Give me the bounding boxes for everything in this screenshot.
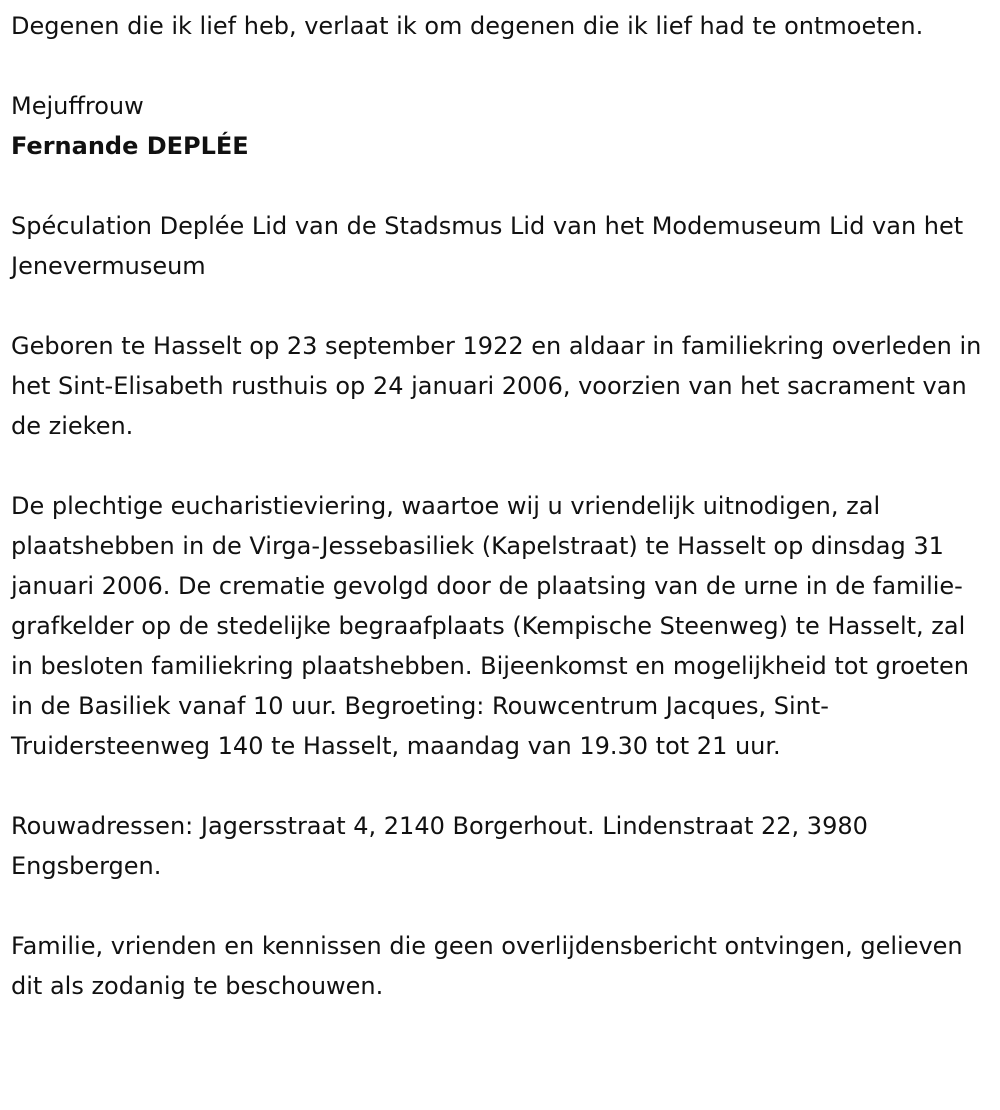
- birth-death-text: Geboren te Hasselt op 23 september 1922 en aldaar in familiekring overleden in het Sint-Elisabeth rusthuis op 24 januari 2006, voorzien van het sacrament van de zieken.: [11, 332, 982, 440]
- closing-text: Familie, vrienden en kennissen die geen overlijdensbericht ontvingen, gelieven dit als zodanig te beschouwen.: [11, 932, 963, 1000]
- deceased-name: Fernande DEPLÉE: [11, 132, 249, 160]
- honorific-title: Mejuffrouw: [11, 92, 144, 120]
- affiliations-text: Spéculation Deplée Lid van de Stadsmus Lid van het Modemuseum Lid van het Jenevermuseum: [11, 212, 964, 280]
- ceremony-text: De plechtige eucharistieviering, waartoe wij u vriendelijk uitnodigen, zal plaatshebben in de Virga-Jessebasiliek (Kapelstraat) te Hasselt op dinsdag 31 januari 2006. De crematie gevolgd door de plaatsing van de urne in de familie-grafkelder op de stedelijke begraafplaats (Kempische Steenweg) te Hasselt, zal in besloten familiekring plaatshebben. Bijeenkomst en mogelijkheid tot groeten in de Basiliek vanaf 10 uur. Begroeting: Rouwcentrum Jacques, Sint-Truidersteenweg 140 te Hasselt, maandag van 19.30 tot 21 uur.: [11, 492, 969, 760]
- addresses-text: Rouwadressen: Jagersstraat 4, 2140 Borgerhout. Lindenstraat 22, 3980 Engsbergen.: [11, 812, 868, 880]
- motto-text: Degenen die ik lief heb, verlaat ik om degenen die ik lief had te ontmoeten.: [11, 12, 924, 40]
